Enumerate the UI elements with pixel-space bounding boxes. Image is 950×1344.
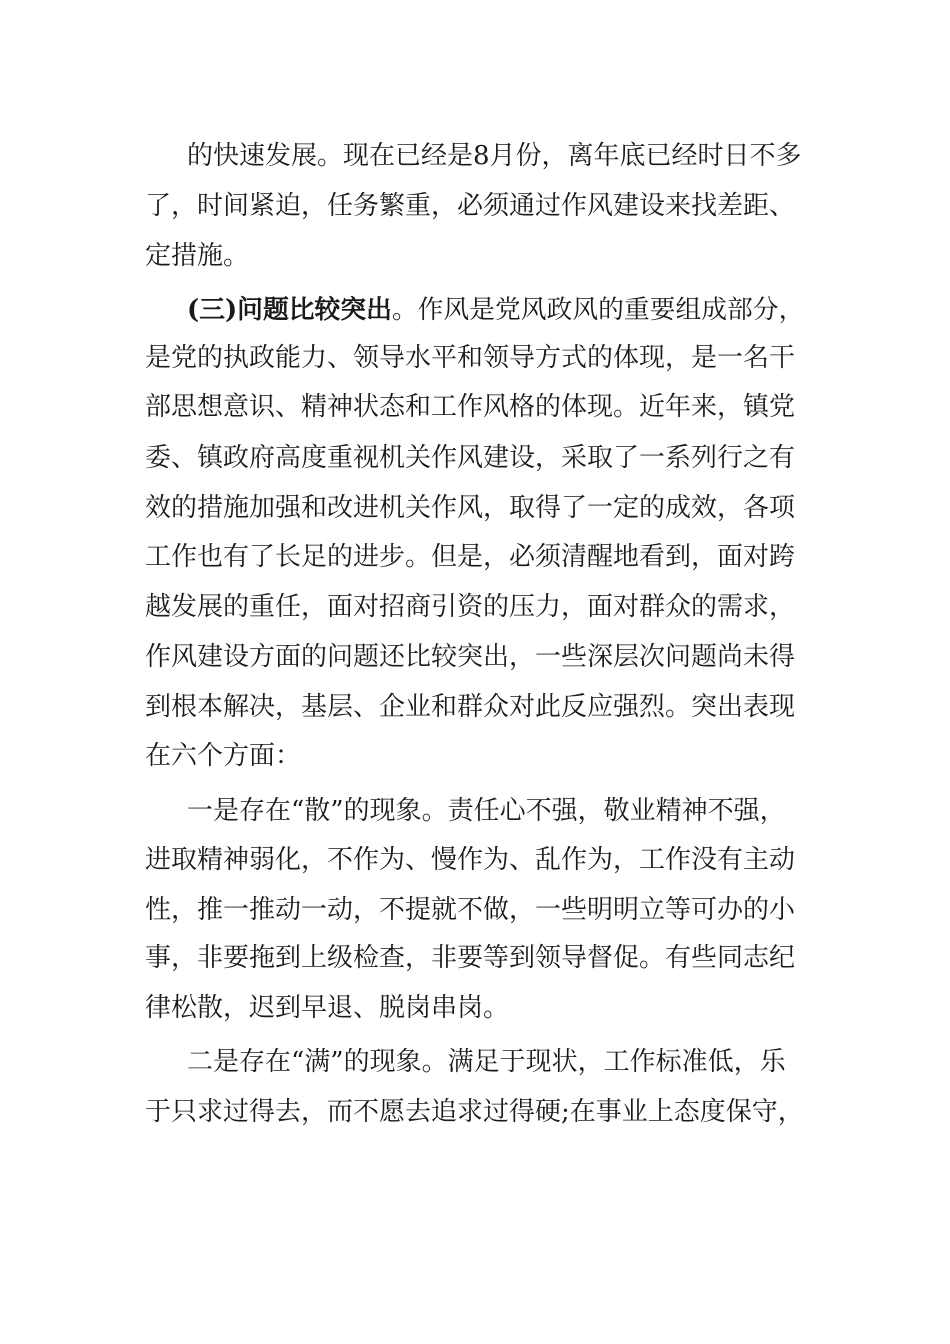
text-line: 二是存在“满”的现象。满足于现状，工作标准低，乐 [187, 1047, 786, 1077]
text-line: 律松散，迟到早退、脱岗串岗。 [145, 993, 510, 1023]
text-line: 定措施。 [145, 241, 250, 271]
text-line: 越发展的重任，面对招商引资的压力，面对群众的需求， [145, 592, 796, 622]
text-line: 委、镇政府高度重视机关作风建设，采取了一系列行之有 [145, 443, 796, 473]
text-line: 是党的执政能力、领导水平和领导方式的体现，是一名干 [145, 343, 796, 373]
text-line: 一是存在“散”的现象。责任心不强，敬业精神不强， [187, 796, 786, 826]
text-line: 工作也有了长足的进步。但是，必须清醒地看到，面对跨 [145, 542, 796, 572]
text-line: 了，时间紧迫，任务繁重，必须通过作风建设来找差距、 [145, 191, 796, 221]
text-line: 在六个方面： [145, 741, 302, 771]
text-line: 。作风是党风政风的重要组成部分， [391, 295, 805, 325]
text-line: 作风建设方面的问题还比较突出，一些深层次问题尚未得 [145, 642, 796, 672]
section-heading: (三)问题比较突出 [187, 295, 392, 325]
text-line: 的快速发展。现在已经是8月份，离年底已经时日不多 [187, 141, 802, 171]
text-line: 性，推一推动一动，不提就不做，一些明明立等可办的小 [145, 895, 796, 925]
text-line-with-heading [187, 290, 805, 330]
text-line: 进取精神弱化，不作为、慢作为、乱作为，工作没有主动 [145, 845, 796, 875]
text-line: 部思想意识、精神状态和工作风格的体现。近年来，镇党 [145, 392, 796, 422]
text-line: 事，非要拖到上级检查，非要等到领导督促。有些同志纪 [145, 943, 796, 973]
text-line: 效的措施加强和改进机关作风，取得了一定的成效，各项 [145, 493, 796, 523]
text-line: 于只求过得去，而不愿去追求过得硬;在事业上态度保守， [145, 1097, 804, 1127]
text-line: 到根本解决，基层、企业和群众对此反应强烈。突出表现 [145, 692, 796, 722]
